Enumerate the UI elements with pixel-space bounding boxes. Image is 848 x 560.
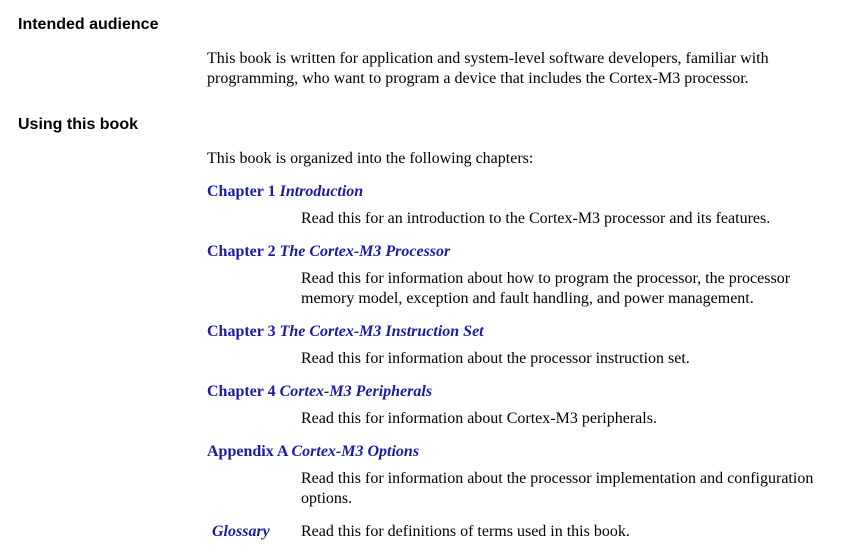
glossary-link[interactable]: Glossary — [212, 523, 270, 540]
appendix-a-description: Read this for information about the processor implementation and configuration options. — [301, 470, 814, 507]
chapter-3-title: The Cortex-M3 Instruction Set — [279, 323, 484, 340]
intended-audience-paragraph: This book is written for application and system-level software developers, familiar with programming, who want to program a device that includes the Cortex-M3 processor. — [207, 50, 769, 87]
chapter-1-title: Introduction — [279, 183, 364, 200]
glossary-description: Read this for definitions of terms used in this book. — [301, 523, 630, 540]
chapter-3-description: Read this for information about the processor instruction set. — [301, 350, 690, 367]
chapter-3-prefix: Chapter 3 — [207, 323, 276, 340]
chapter-4-description: Read this for information about Cortex-M3 peripherals. — [301, 410, 657, 427]
using-this-book-heading: Using this book — [18, 116, 138, 133]
chapter-1-link[interactable] — [207, 182, 363, 202]
appendix-a-link[interactable] — [207, 442, 419, 462]
chapter-1-prefix: Chapter 1 — [207, 183, 276, 200]
chapter-2-description: Read this for information about how to program the processor, the processor memory model, exception and fault handling, and power management. — [301, 270, 791, 307]
chapter-4-link[interactable] — [207, 382, 432, 402]
chapter-2-link[interactable] — [207, 242, 450, 262]
appendix-a-prefix: Appendix A — [207, 443, 288, 460]
chapter-4-title: Cortex-M3 Peripherals — [279, 383, 433, 400]
appendix-a-title: Cortex-M3 Options — [291, 443, 420, 460]
chapter-2-prefix: Chapter 2 — [207, 243, 276, 260]
using-this-book-intro: This book is organized into the following chapters: — [207, 150, 534, 167]
chapter-2-title: The Cortex-M3 Processor — [279, 243, 451, 260]
chapter-4-prefix: Chapter 4 — [207, 383, 276, 400]
intended-audience-heading: Intended audience — [18, 16, 159, 33]
chapter-3-link[interactable] — [207, 322, 484, 342]
chapter-1-description: Read this for an introduction to the Cortex-M3 processor and its features. — [301, 210, 771, 227]
